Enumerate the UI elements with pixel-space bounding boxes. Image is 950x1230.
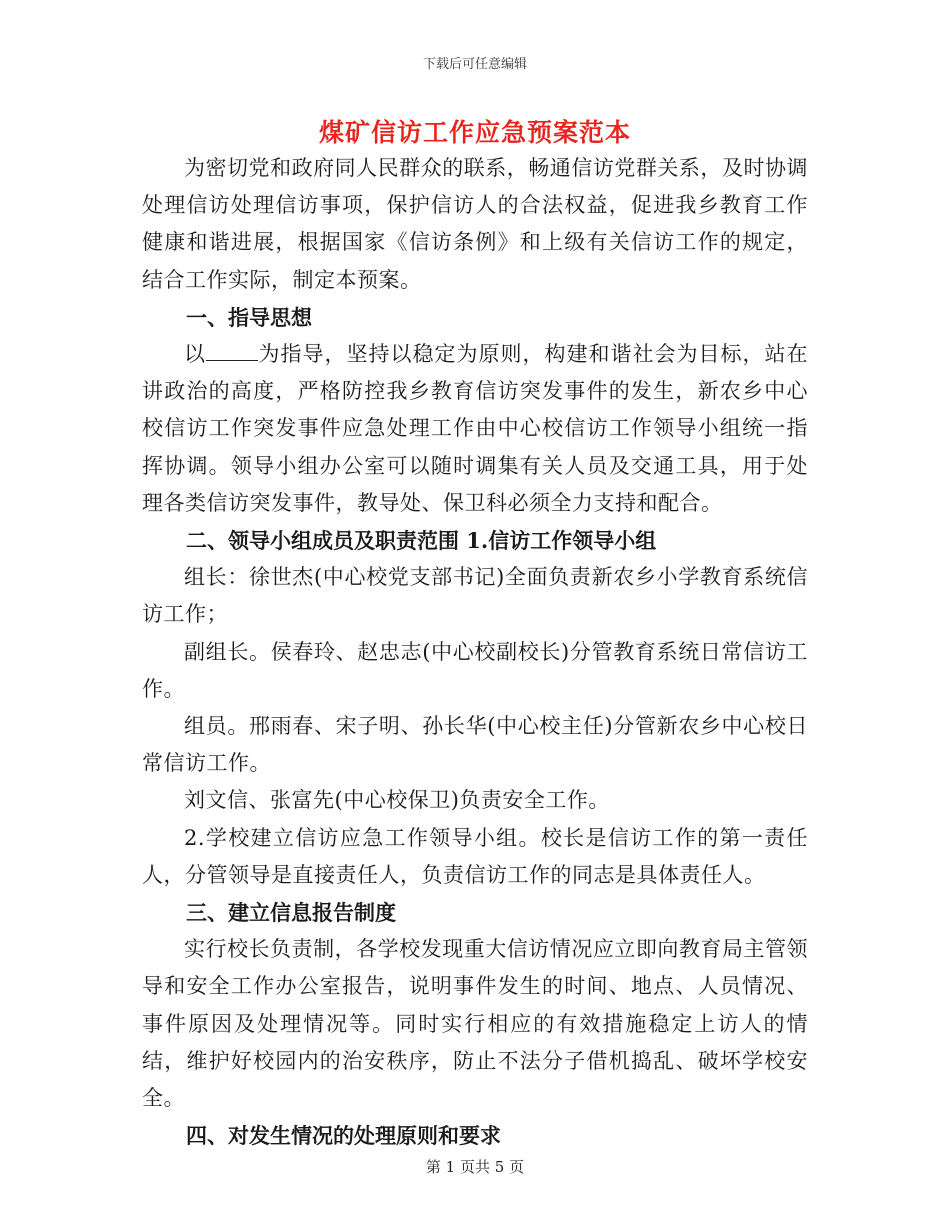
section-heading-3: 三、建立信息报告制度 bbox=[186, 900, 396, 926]
document-title: 煤矿信访工作应急预案范本 bbox=[318, 118, 631, 147]
deputy-paragraph: 副组长。侯春玲、赵忠志(中心校副校长)分管教育系统日常信访工作。 bbox=[142, 639, 808, 701]
section-heading-2: 二、领导小组成员及职责范围 1.信访工作领导小组 bbox=[186, 528, 657, 554]
section-1-post: 为指导，坚持以稳定为原则，构建和谐社会为目标，站在讲政治的高度，严格防控我乡教育信访突发事件的发生，新农乡中心校信访工作突发事件应急处理工作由中心校信访工作领导小组统一指挥协调。领导小组办公室可以随时调集有关人员及交通工具，用于处理各类信访突发事件，教导处、保卫科必须全力支持和配合。 bbox=[142, 342, 808, 515]
section-heading-4: 四、对发生情况的处理原则和要求 bbox=[186, 1123, 501, 1149]
page-header: 下载后可任意编辑 bbox=[422, 57, 527, 72]
page-footer: 第 1 页共 5 页 bbox=[425, 1158, 525, 1176]
members-paragraph: 组员。邢雨春、宋子明、孙长华(中心校主任)分管新农乡中心校日常信访工作。 bbox=[142, 714, 808, 776]
intro-paragraph: 为密切党和政府同人民群众的联系，畅通信访党群关系，及时协调处理信访处理信访事项，保护信访人的合法权益，促进我乡教育工作健康和谐进展，根据国家《信访条例》和上级有关信访工作的规定，结合工作实际，制定本预案。 bbox=[142, 156, 808, 292]
section-3-paragraph: 实行校长负责制，各学校发现重大信访情况应立即向教育局主管领导和安全工作办公室报告，说明事件发生的时间、地点、人员情况、事件原因及处理情况等。同时实行相应的有效措施稳定上访人的情结，维护好校园内的治安秩序，防止不法分子借机捣乱、破坏学校安全。 bbox=[142, 937, 808, 1111]
section-1-pre: 以 bbox=[184, 342, 206, 367]
fill-in-blank bbox=[206, 359, 258, 361]
item-2-paragraph: 2.学校建立信访应急工作领导小组。校长是信访工作的第一责任人，分管领导是直接责任人，负责信访工作的同志是具体责任人。 bbox=[142, 825, 808, 887]
security-paragraph: 刘文信、张富先(中心校保卫)负责安全工作。 bbox=[184, 788, 610, 813]
leader-paragraph: 组长：徐世杰(中心校党支部书记)全面负责新农乡小学教育系统信访工作； bbox=[142, 565, 808, 627]
section-1-paragraph bbox=[142, 336, 808, 522]
document-body bbox=[142, 150, 808, 1154]
section-heading-1: 一、指导思想 bbox=[186, 304, 312, 330]
